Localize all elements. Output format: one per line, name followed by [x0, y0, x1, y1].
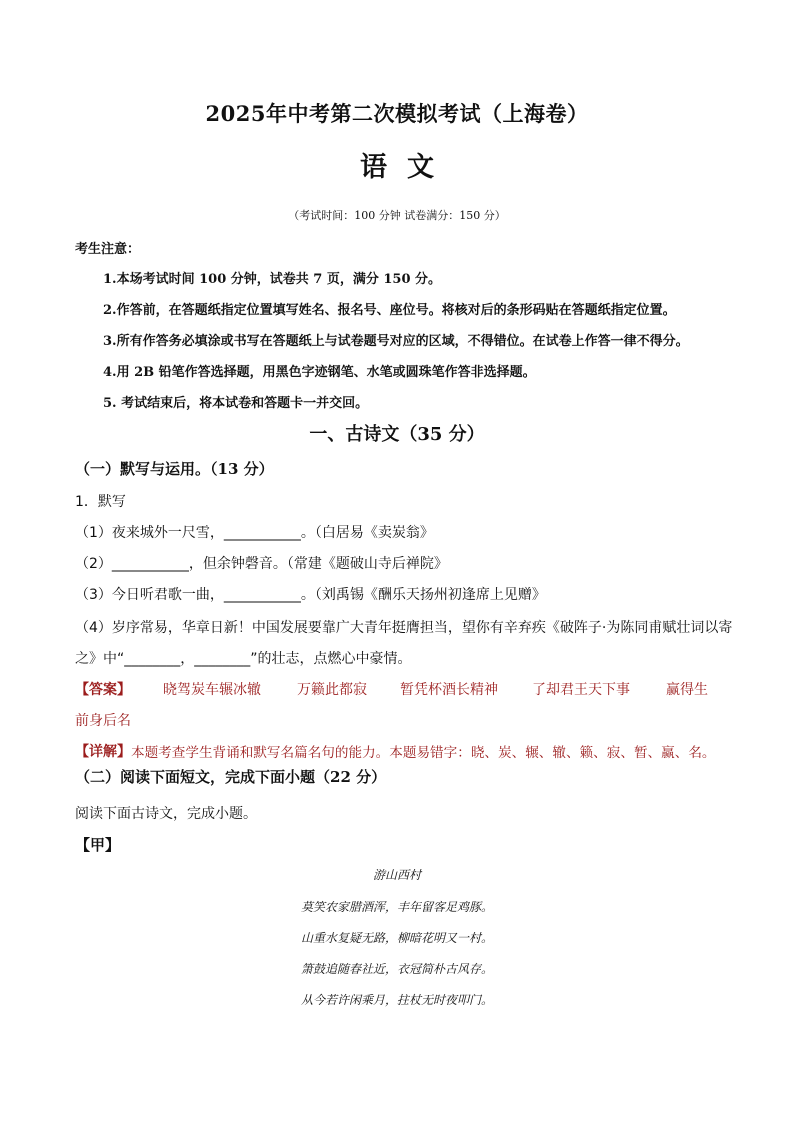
answer-tag: 【答案】 — [75, 682, 131, 698]
passage-label-jia: 【甲】 — [75, 836, 121, 854]
answer-item: 万籁此都寂 — [297, 682, 367, 698]
answer-continued: 前身后名 — [75, 713, 131, 729]
notice-rule: 4.用 2B 铅笔作答选择题，用黑色字迹钢笔、水笔或圆珠笔作答非选择题。 — [103, 365, 536, 380]
question-item: （4）岁序常易，华章日新！中国发展要靠广大青年挺膺担当，望你有辛弃疾《破阵子·为陈同甫赋壮词以寄 — [75, 620, 733, 636]
poem-line: 箫鼓追随春社近，衣冠简朴古风存。 — [300, 962, 493, 976]
question-label: 1．默写 — [75, 494, 126, 510]
subject-title: 语文 — [360, 152, 454, 183]
exam-title: 2025年中考第二次模拟考试（上海卷） — [205, 101, 589, 126]
detail-tag: 【详解】 — [75, 744, 131, 760]
question-item: 之》中“________，________”的壮志，点燃心中豪情。 — [75, 651, 412, 667]
question-item: （3）今日听君歌一曲，___________。（刘禹锡《酬乐天扬州初逢席上见赠》 — [75, 587, 546, 603]
question-item: （1）夜来城外一尺雪，___________。（白居易《卖炭翁》 — [75, 525, 434, 541]
part2-intro: 阅读下面古诗文，完成小题。 — [75, 806, 257, 822]
detail-text: 本题考查学生背诵和默写名篇名句的能力。本题易错字：晓、炭、辗、辙、籁、寂、暂、赢、名。 — [131, 745, 716, 761]
answer-item: 暂凭杯酒长精神 — [400, 682, 498, 698]
notice-heading: 考生注意： — [75, 242, 141, 257]
answer-item: 了却君王天下事 — [532, 682, 630, 698]
section-title: 一、古诗文（35 分） — [309, 424, 485, 445]
part2-heading: （二）阅读下面短文，完成下面小题（22 分） — [75, 768, 387, 786]
part1-heading: （一）默写与运用。（13 分） — [75, 460, 274, 478]
exam-meta: （考试时间：100 分钟 试卷满分：150 分） — [288, 209, 506, 222]
answer-item: 晓驾炭车辗冰辙 — [163, 682, 261, 698]
question-item: （2）___________，但余钟磬音。（常建《题破山寺后禅院》 — [75, 556, 448, 572]
notice-rule: 3.所有作答务必填涂或书写在答题纸上与试卷题号对应的区域，不得错位。在试卷上作答一律不得分。 — [103, 334, 689, 349]
notice-rule: 1.本场考试时间 100 分钟，试卷共 7 页，满分 150 分。 — [103, 272, 442, 287]
answer-item: 赢得生 — [666, 682, 708, 698]
poem-line: 莫笑农家腊酒浑，丰年留客足鸡豚。 — [300, 900, 493, 914]
poem-title: 游山西村 — [372, 868, 421, 882]
notice-rule: 5. 考试结束后，将本试卷和答题卡一并交回。 — [103, 396, 369, 411]
poem-line: 山重水复疑无路，柳暗花明又一村。 — [300, 931, 493, 945]
notice-rule: 2.作答前，在答题纸指定位置填写姓名、报名号、座位号。将核对后的条形码贴在答题纸指定位置。 — [103, 303, 676, 318]
poem-line: 从今若许闲乘月，拄杖无时夜叩门。 — [300, 993, 493, 1007]
